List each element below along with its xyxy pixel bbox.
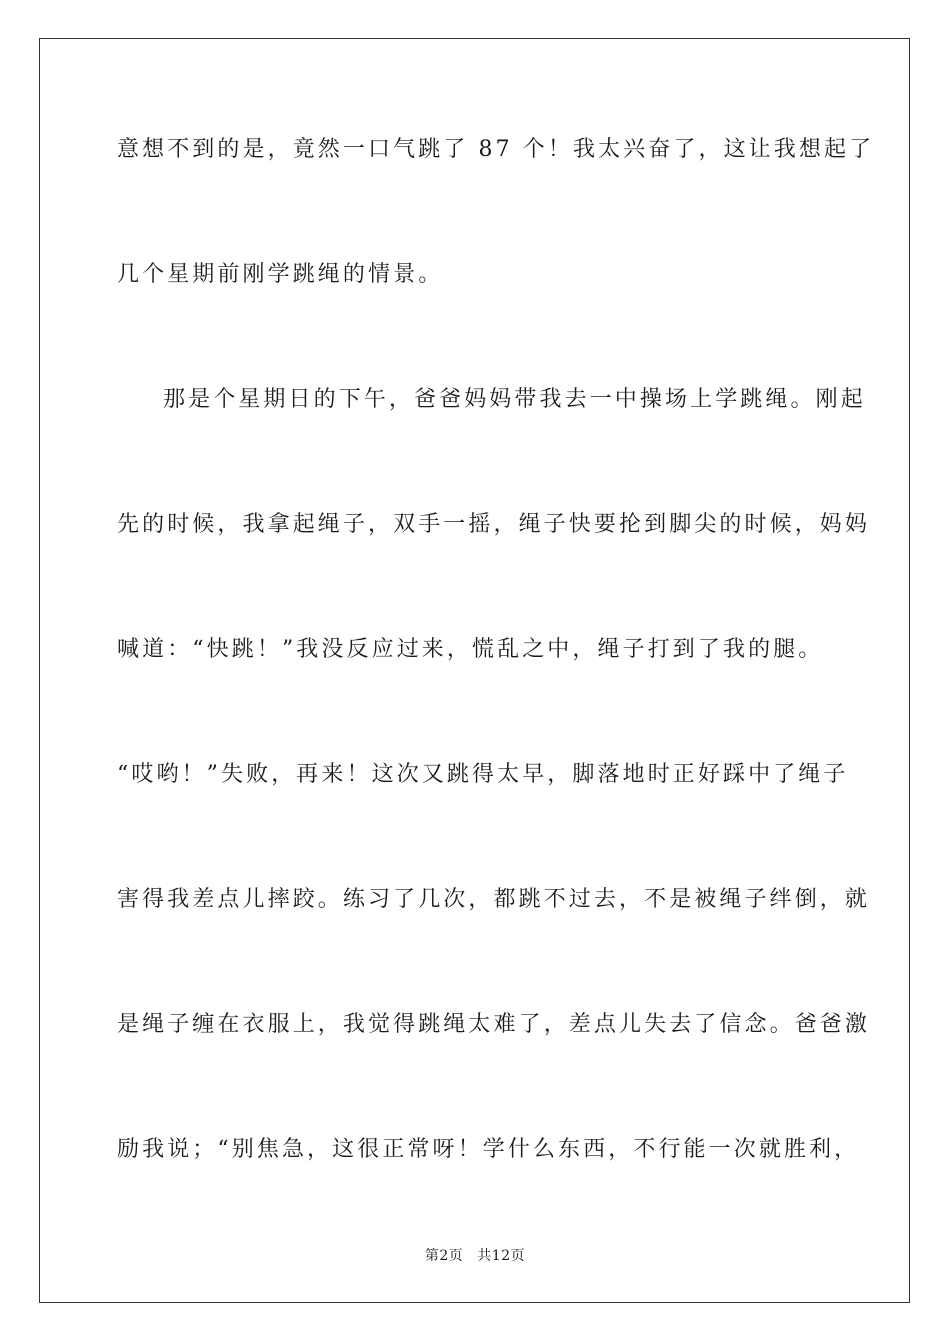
body-text-line-6: “哎哟！”失败，再来！这次又跳得太早，脚落地时正好踩中了绳子 bbox=[117, 762, 849, 787]
body-text-line-1: 意想不到的是，竟然一口气跳了 87 个！我太兴奋了，这让我想起了 bbox=[117, 137, 875, 162]
body-text-line-5: 喊道：“快跳！”我没反应过来，慌乱之中，绳子打到了我的腿。 bbox=[117, 637, 824, 662]
body-text-line-3: 那是个星期日的下午，爸爸妈妈带我去一中操场上学跳绳。刚起 bbox=[163, 387, 866, 412]
body-text-line-4: 先的时候，我拿起绳子，双手一摇，绳子快要抡到脚尖的时候，妈妈 bbox=[117, 512, 871, 537]
body-text-line-2: 几个星期前刚学跳绳的情景。 bbox=[117, 262, 444, 287]
page-number-current: 第2页 bbox=[424, 1248, 464, 1264]
body-text-line-7: 害得我差点儿摔跤。练习了几次，都跳不过去，不是被绳子绊倒，就 bbox=[117, 887, 871, 912]
body-text-line-9: 励我说；“别焦急，这很正常呀！学什么东西，不行能一次就胜利， bbox=[117, 1137, 860, 1162]
page-frame bbox=[39, 38, 910, 1303]
page-footer bbox=[0, 1245, 950, 1265]
page-number-total: 共12页 bbox=[477, 1248, 526, 1264]
body-text-line-8: 是绳子缠在衣服上，我觉得跳绳太难了，差点儿失去了信念。爸爸激 bbox=[117, 1012, 871, 1037]
